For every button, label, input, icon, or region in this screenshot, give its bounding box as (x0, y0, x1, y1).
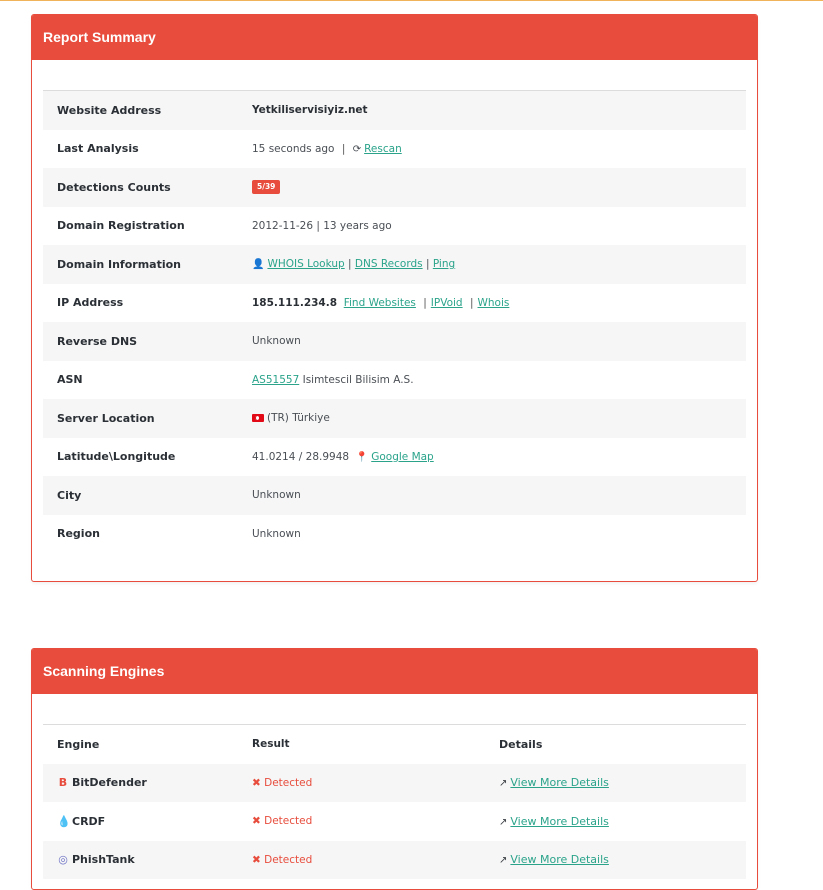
row-domain-registration (43, 207, 746, 246)
row-city (43, 476, 746, 515)
row-reverse-dns (43, 322, 746, 361)
view-details-link[interactable]: View More Details (510, 776, 609, 790)
x-icon: ✖ (252, 853, 265, 866)
view-details-link[interactable]: View More Details (510, 853, 609, 867)
engine-result: Detected (264, 815, 313, 828)
header-engine: Engine (57, 737, 100, 751)
engine-row (43, 841, 746, 880)
whois-lookup-link[interactable]: WHOIS Lookup (267, 258, 345, 271)
engine-name: PhishTank (72, 853, 135, 867)
scanning-engines-panel (31, 648, 758, 890)
row-label: Website Address (57, 103, 162, 117)
asn-name: Isimtescil Bilisim A.S. (302, 373, 414, 386)
asn-link[interactable]: AS51557 (252, 373, 300, 386)
find-websites-link[interactable]: Find Websites (343, 296, 416, 309)
lat-long-value: 41.0214 / 28.9948 (252, 450, 350, 463)
engines-table (43, 724, 746, 879)
engine-name: CRDF (72, 814, 106, 828)
refresh-icon: ⟳ (352, 143, 362, 155)
row-label: Domain Registration (57, 219, 185, 233)
top-accent-line (0, 0, 823, 1)
dns-records-link[interactable]: DNS Records (354, 258, 423, 271)
user-secret-icon: 👤 (252, 259, 265, 271)
city-value: Unknown (252, 489, 301, 502)
header-result: Result (252, 738, 290, 751)
row-region (43, 515, 746, 554)
header-details: Details (499, 737, 543, 751)
engines-header-row (43, 725, 746, 764)
engine-name: BitDefender (72, 776, 147, 790)
server-location-value: (TR) Türkiye (267, 412, 330, 425)
google-map-link[interactable]: Google Map (371, 450, 434, 463)
row-label: ASN (57, 373, 83, 387)
row-label: Latitude\Longitude (57, 450, 176, 464)
x-icon: ✖ (252, 776, 265, 789)
report-summary-title: Report Summary (32, 15, 757, 60)
last-analysis-value: 15 seconds ago (252, 142, 335, 155)
ping-link[interactable]: Ping (432, 258, 456, 271)
external-link-icon: ↗ (499, 816, 508, 828)
website-address-value: Yetkiliservisiyiz.net (252, 104, 368, 117)
row-label: Server Location (57, 411, 155, 425)
row-label: City (57, 488, 82, 502)
report-table (43, 90, 746, 553)
row-detections (43, 168, 746, 207)
bitdefender-icon: B (58, 776, 68, 790)
rescan-link[interactable]: Rescan (364, 142, 402, 155)
engine-row (43, 764, 746, 803)
row-domain-information: Domain Information 👤 WHOIS Lookup | DNS Records | Ping (43, 245, 746, 284)
phishtank-icon: ◎ (58, 853, 68, 867)
row-label: Region (57, 527, 100, 541)
engine-result: Detected (264, 853, 313, 866)
crdf-icon: 💧 (57, 814, 71, 828)
row-lat-long (43, 438, 746, 477)
ip-address-value: 185.111.234.8 (252, 296, 338, 309)
row-ip-address: IP Address 185.111.234.8 Find Websites | IPVoid | Whois (43, 284, 746, 323)
engine-row (43, 802, 746, 841)
row-label: IP Address (57, 296, 124, 310)
reverse-dns-value: Unknown (252, 335, 301, 348)
row-server-location (43, 399, 746, 438)
turkey-flag-icon (252, 414, 264, 422)
report-summary-panel (31, 14, 758, 582)
row-website-address (43, 91, 746, 130)
scanning-engines-title: Scanning Engines (32, 649, 757, 694)
detections-badge: 5/39 (252, 180, 280, 194)
row-label: Last Analysis (57, 142, 139, 156)
row-label: Detections Counts (57, 180, 171, 194)
row-label: Domain Information (57, 257, 181, 271)
engine-result: Detected (264, 776, 313, 789)
ipvoid-link[interactable]: IPVoid (430, 296, 463, 309)
row-label: Reverse DNS (57, 334, 138, 348)
whois-link[interactable]: Whois (477, 296, 510, 309)
view-details-link[interactable]: View More Details (510, 814, 609, 828)
region-value: Unknown (252, 527, 301, 540)
x-icon: ✖ (252, 815, 265, 828)
domain-registration-value: 2012-11-26 | 13 years ago (252, 219, 392, 232)
row-last-analysis: Last Analysis 15 seconds ago | ⟳ Rescan (43, 130, 746, 169)
external-link-icon: ↗ (499, 778, 508, 790)
external-link-icon: ↗ (499, 855, 508, 867)
row-asn (43, 361, 746, 400)
map-marker-icon: 📍 (355, 451, 369, 463)
